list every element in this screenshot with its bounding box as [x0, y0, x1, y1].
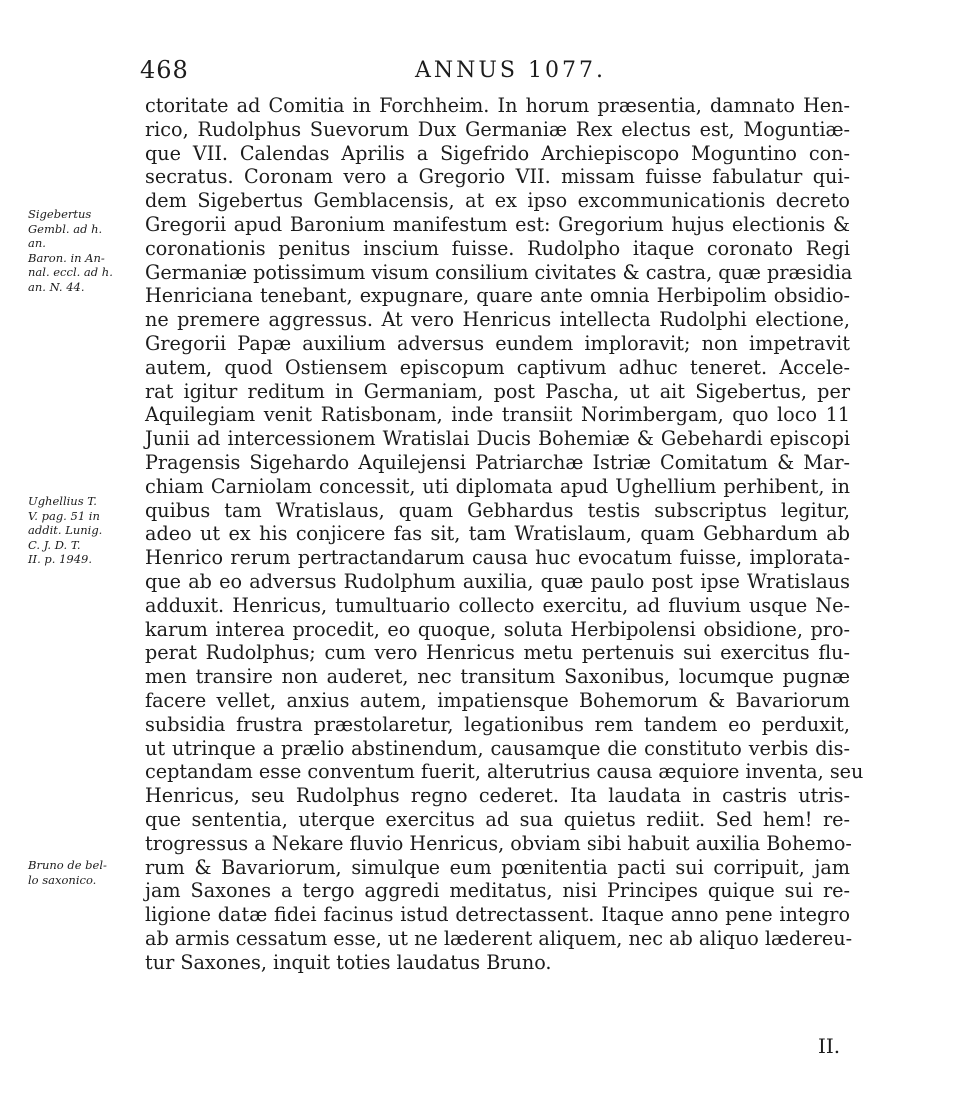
text-line: trogressus a Nekare fluvio Henricus, obviam sibi habuit auxilia Bohemo-	[145, 831, 852, 855]
text-line: adeo ut ex his conjicere fas sit, tam Wratislaum, quam Gebhardum ab	[145, 522, 850, 546]
text-line: rat igitur reditum in Germaniam, post Pascha, ut ait Sigebertus, per	[145, 379, 850, 403]
margin-note-line: lo saxonico.	[28, 872, 97, 887]
text-line: coronationis penitus inscium fuisse. Rudolpho itaque coronato Regi	[145, 236, 850, 260]
text-line: tur Saxones, inquit toties laudatus Bruno.	[145, 950, 552, 974]
margin-note-line: Gembl. ad h.	[28, 221, 103, 236]
page-header	[0, 56, 960, 90]
running-head: ANNUS 1077.	[415, 58, 606, 83]
text-line: que ab eo adversus Rudolphum auxilia, quæ paulo post ipse Wratislaus	[145, 569, 850, 593]
text-line: ab armis cessatum esse, ut ne læderent aliquem, nec ab aliquo lædereu-	[145, 926, 853, 950]
margin-note-line: nal. eccl. ad h.	[28, 265, 113, 279]
body-text	[145, 94, 864, 974]
text-line: quibus tam Wratislaus, quam Gebhardus testis subscriptus legitur,	[145, 498, 850, 522]
text-line: Aquilegiam venit Ratisbonam, inde transiit Norimbergam, quo loco 11	[145, 403, 850, 427]
text-line: subsidia frustra præstolaretur, legationibus rem tandem eo perduxit,	[145, 712, 850, 736]
text-line: ceptandam esse conventum fuerit, alterutrius causa æquiore inventa, seu	[145, 760, 864, 784]
margin-note-line: an. N. 44.	[28, 279, 85, 294]
margin-note-line: C. J. D. T.	[28, 537, 81, 552]
catchword: II.	[818, 1034, 841, 1058]
margin-note-line: Sigebertus	[28, 207, 92, 221]
text-line: Henricus, seu Rudolphus regno cederet. Ita laudata in castris utris-	[145, 784, 850, 808]
text-line: que sententia, uterque exercitus ad sua quietus rediit. Sed hem! re-	[145, 807, 850, 831]
margin-note-line: V. pag. 51 in	[28, 508, 100, 523]
text-line: que VII. Calendas Aprilis a Sigefrido Archiepiscopo Moguntino con-	[145, 141, 850, 165]
text-line: Henriciana tenebant, expugnare, quare ante omnia Herbipolim obsidio-	[145, 284, 850, 308]
text-line: Junii ad intercessionem Wratislai Ducis Bohemiæ & Gebehardi episcopi	[145, 427, 850, 451]
margin-note-line: an.	[28, 236, 46, 250]
margin-note-line: Bruno de bel-	[28, 858, 107, 872]
margin-note-ughellius	[28, 494, 102, 567]
text-line: autem, quod Ostiensem episcopum captivum adhuc teneret. Accele-	[145, 355, 850, 379]
text-line: ligione datæ fidei facinus istud detrectassent. Itaque anno pene integro	[145, 903, 850, 927]
text-line: secratus. Coronam vero a Gregorio VII. missam fuisse fabulatur qui-	[145, 165, 850, 189]
margin-note-line: Baron. in An-	[28, 250, 105, 265]
margin-note-line: Ughellius T.	[28, 494, 97, 508]
page-number: 468	[140, 56, 189, 84]
text-line: ut utrinque a prælio abstinendum, causamque die constituto verbis dis-	[145, 736, 850, 760]
text-line: facere vellet, anxius autem, impatiensque Bohemorum & Bavariorum	[145, 688, 850, 712]
text-line: Pragensis Sigehardo Aquilejensi Patriarchæ Istriæ Comitatum & Mar-	[145, 450, 850, 474]
margin-note-line: II. p. 1949.	[28, 552, 92, 566]
text-line: Gregorii Papæ auxilium adversus eundem imploravit; non impetravit	[145, 331, 850, 355]
text-line: Gregorii apud Baronium manifestum est: Gregorium hujus electionis &	[145, 212, 850, 236]
text-line: chiam Carniolam concessit, uti diplomata apud Ughellium perhibent, in	[145, 474, 850, 498]
text-line: rum & Bavariorum, simulque eum pœnitentia pacti sui corripuit, jam	[145, 855, 850, 879]
text-line: perat Rudolphus; cum vero Henricus metu pertenuis sui exercitus flu-	[145, 641, 850, 665]
text-line: jam Saxones a tergo aggredi meditatus, nisi Principes quique sui re-	[145, 879, 850, 903]
text-line: ne premere aggressus. At vero Henricus intellecta Rudolphi electione,	[145, 308, 850, 332]
text-line: Henrico rerum pertractandarum causa huc evocatum fuisse, implorata-	[145, 546, 850, 570]
text-line: men transire non auderet, nec transitum Saxonibus, locumque pugnæ	[145, 665, 850, 689]
text-line: Germaniæ potissimum visum consilium civitates & castra, quæ præsidia	[145, 260, 853, 284]
margin-note-line: addit. Lunig.	[28, 523, 103, 537]
text-line: adduxit. Henricus, tumultuario collecto exercitu, ad fluvium usque Ne-	[145, 593, 850, 617]
text-line: dem Sigebertus Gemblacensis, at ex ipso excommunicationis decreto	[145, 189, 850, 213]
margin-note-sigebertus	[28, 207, 113, 294]
text-line: rico, Rudolphus Suevorum Dux Germaniæ Rex electus est, Moguntiæ-	[145, 117, 850, 141]
text-line: karum interea procedit, eo quoque, soluta Herbipolensi obsidione, pro-	[145, 617, 850, 641]
text-line: ctoritate ad Comitia in Forchheim. In horum præsentia, damnato Hen-	[145, 94, 850, 117]
margin-note-bruno	[28, 858, 107, 887]
